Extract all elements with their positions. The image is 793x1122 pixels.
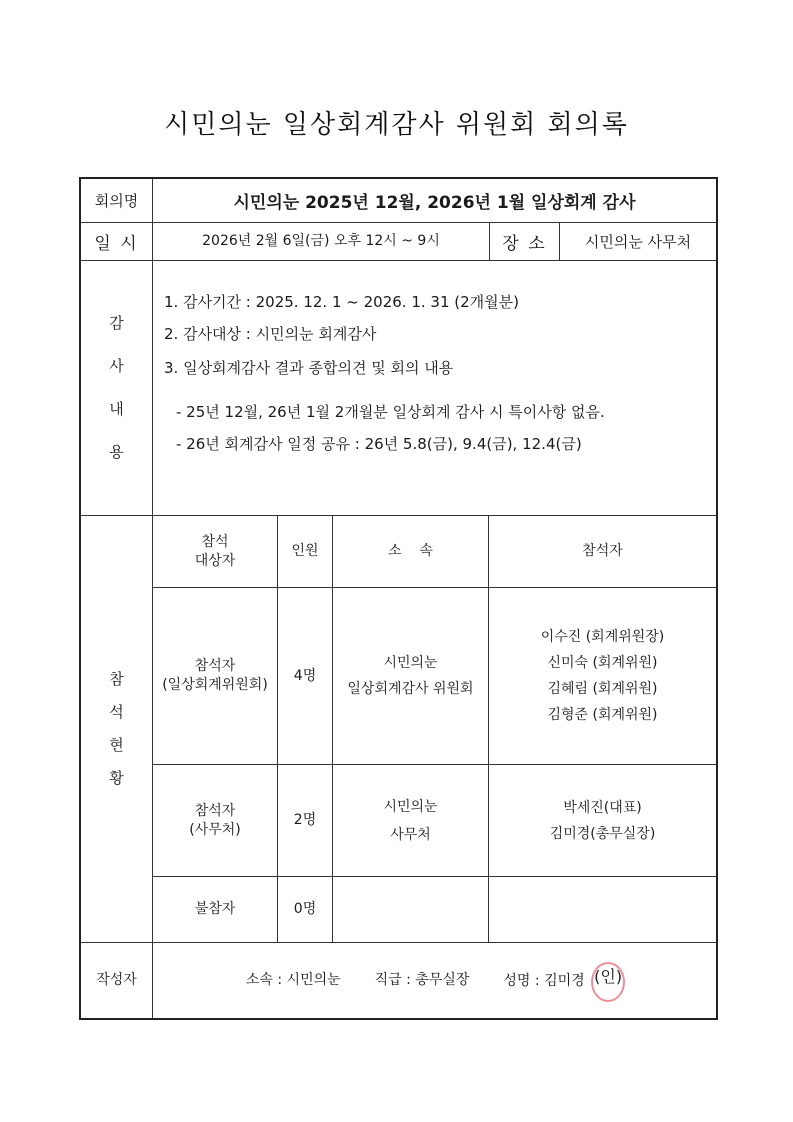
row-attendees xyxy=(489,588,716,764)
seal-stamp xyxy=(593,966,623,996)
label-char: 용 xyxy=(109,443,124,461)
place-label: 장 소 xyxy=(502,234,547,254)
minutes-table xyxy=(79,177,718,1020)
row-count: 2명 xyxy=(293,812,317,829)
meeting-place: 시민의눈 사무처 xyxy=(584,233,692,251)
audit-contents xyxy=(81,261,716,515)
row-affiliation: 시민의눈 사무처 xyxy=(383,798,438,843)
author-label: 작성자 xyxy=(96,972,137,989)
author-name: 성명 : 김미경 xyxy=(503,972,585,989)
header-count: 인원 xyxy=(291,543,319,560)
author-info xyxy=(153,943,716,1018)
attendee: 김형준 (회계위원) xyxy=(547,707,658,723)
row-count: 4명 xyxy=(293,667,317,684)
label-char: 황 xyxy=(109,769,124,787)
label-char: 사 xyxy=(109,357,124,375)
seal-text: (인) xyxy=(594,966,623,986)
author-signature xyxy=(503,966,623,996)
attendee: 박세진(대표) xyxy=(563,799,642,816)
attendee: 김미경(총무실장) xyxy=(549,825,656,842)
label-char: 내 xyxy=(109,400,124,418)
label-char: 참 xyxy=(109,670,124,688)
audit-result-item: - 26년 회계감사 일정 공유 : 26년 5.8(금), 9.4(금), 12.4(금) xyxy=(176,435,582,453)
row-affiliation xyxy=(333,877,488,942)
author-position: 직급 : 총무실장 xyxy=(374,972,470,989)
audit-result-heading: 3. 일상회계감사 결과 종합의견 및 회의 내용 xyxy=(164,359,454,377)
row-attendees xyxy=(489,765,716,876)
date-label: 일 시 xyxy=(94,234,139,254)
row-count: 0명 xyxy=(293,901,317,918)
row-target: 참석자 (사무처) xyxy=(189,802,241,838)
header-attendees: 참석자 xyxy=(582,543,623,560)
row-affiliation: 시민의눈 일상회계감사 위원회 xyxy=(347,655,474,697)
label-char: 석 xyxy=(109,703,124,721)
audit-target: 2. 감사대상 : 시민의눈 회계감사 xyxy=(164,325,377,343)
row-target: 참석자 (일상회계위원회) xyxy=(162,658,268,693)
attendee: 이수진 (회계위원장) xyxy=(540,629,665,645)
attendee: 신미숙 (회계위원) xyxy=(547,655,658,671)
attendee: 김혜림 (회계위원) xyxy=(547,681,658,697)
row-target: 불참자 xyxy=(194,901,236,918)
meeting-name: 시민의눈 2025년 12월, 2026년 1월 일상회계 감사 xyxy=(233,193,636,213)
audit-result-item: - 25년 12월, 26년 1월 2개월분 일상회계 감사 시 특이사항 없음. xyxy=(176,403,605,421)
attendance-label xyxy=(81,516,152,942)
author-affiliation: 소속 : 시민의눈 xyxy=(245,972,341,989)
header-target: 참석 대상자 xyxy=(194,533,236,569)
row-attendees xyxy=(489,877,716,942)
audit-period: 1. 감사기간 : 2025. 12. 1 ~ 2026. 1. 31 (2개월분) xyxy=(164,293,519,311)
meeting-name-label: 회의명 xyxy=(94,192,139,210)
label-char: 현 xyxy=(109,736,124,754)
meeting-date: 2026년 2월 6일(금) 오후 12시 ~ 9시 xyxy=(202,233,440,250)
header-affiliation: 소 속 xyxy=(388,543,433,560)
document-title: 시민의눈 일상회계감사 위원회 회의록 xyxy=(164,110,629,140)
label-char: 감 xyxy=(109,314,124,332)
